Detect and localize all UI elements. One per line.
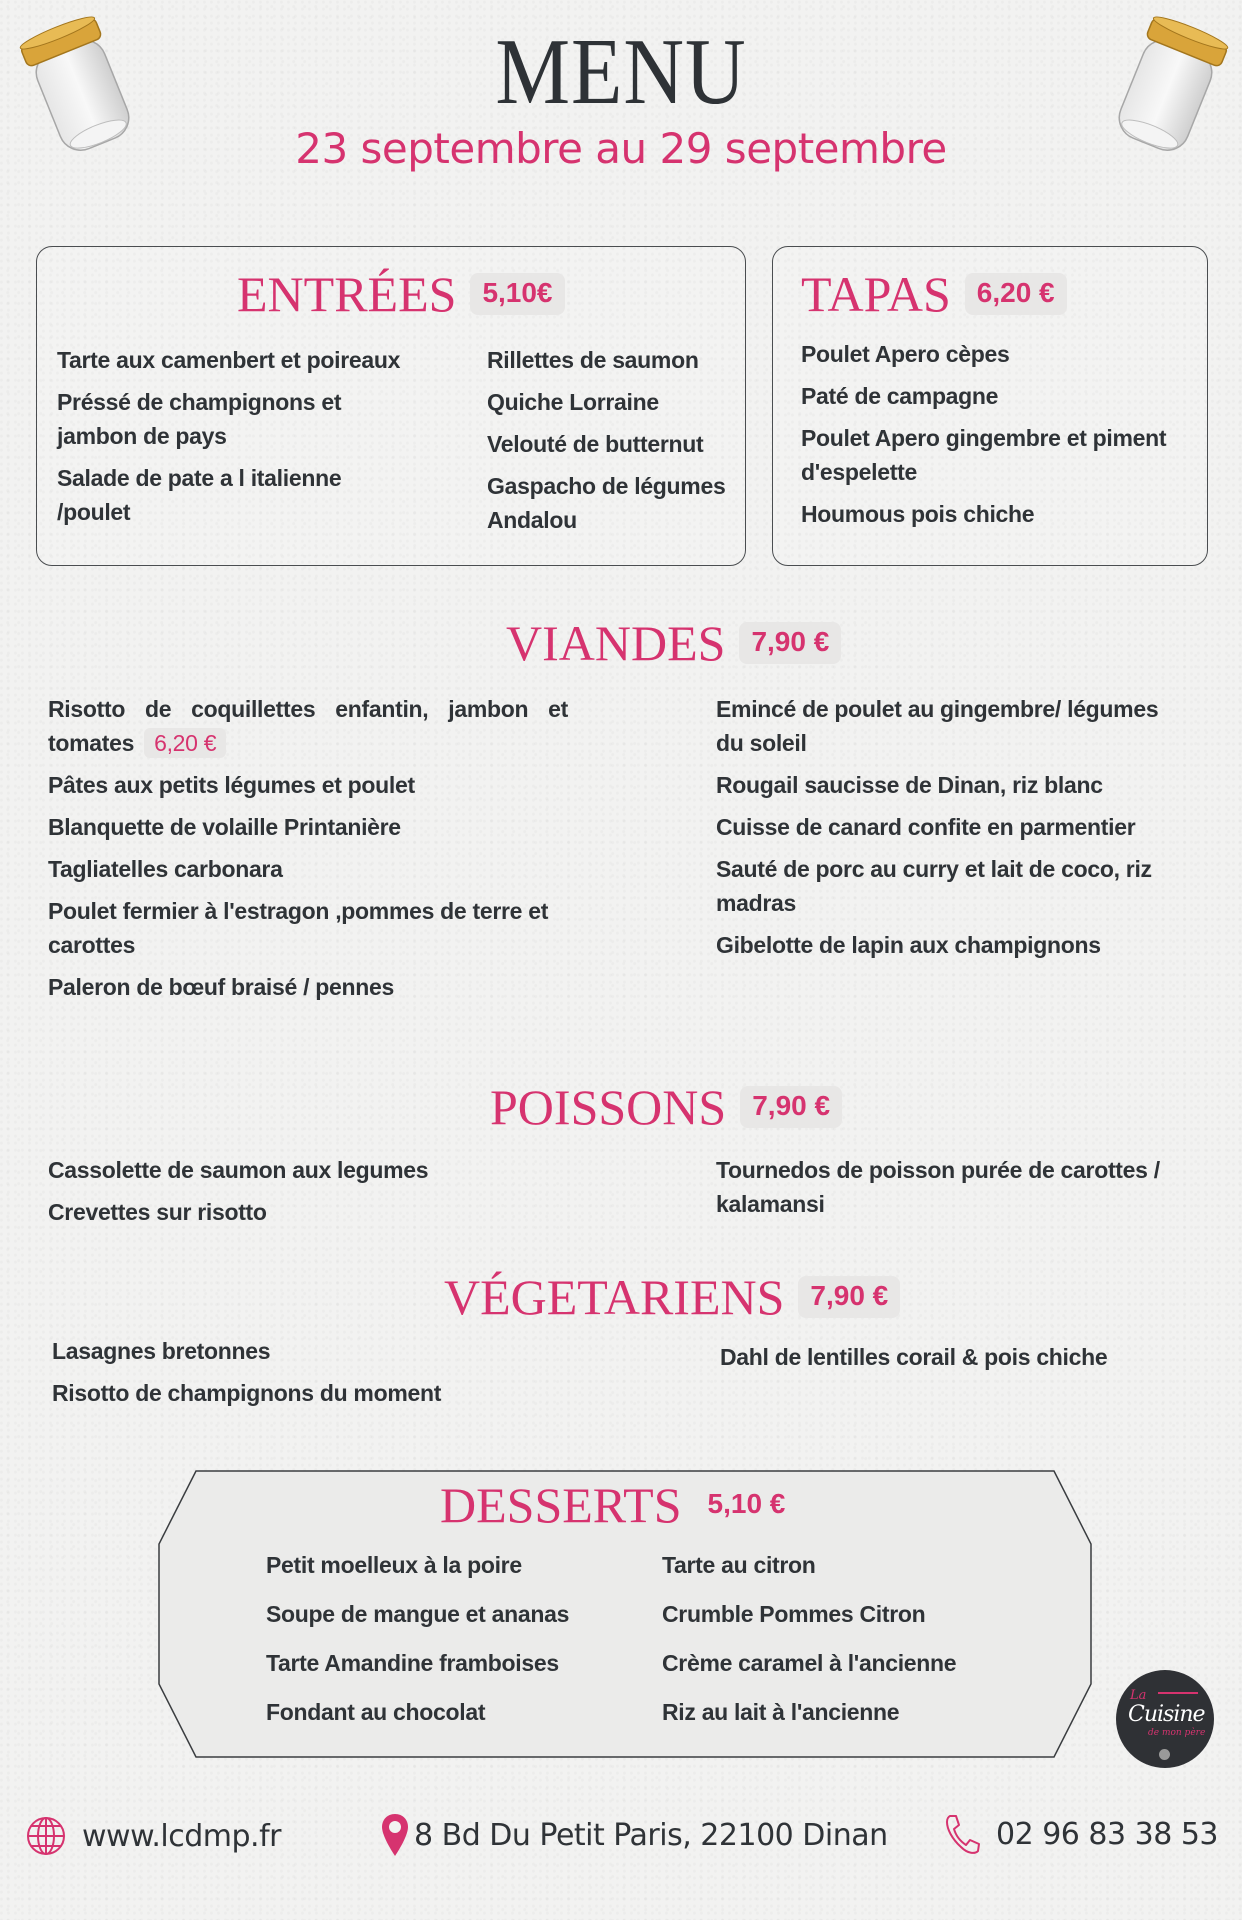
menu-item: Fondant au chocolat <box>266 1699 486 1725</box>
logo-text-subtitle: de mon père <box>1148 1728 1206 1738</box>
logo-text-cuisine: Cuisine <box>1128 1702 1205 1727</box>
globe-icon <box>26 1814 66 1858</box>
menu-item: Paté de campagne <box>801 383 999 409</box>
logo-badge-icon <box>1159 1749 1170 1760</box>
menu-item: Pâtes aux petits légumes et poulet <box>48 772 415 798</box>
menu-item: Rougail saucisse de Dinan, riz blanc <box>716 772 1103 798</box>
poissons-price-badge: 7,90 € <box>740 1086 842 1128</box>
desserts-title: DESSERTS <box>440 1477 682 1533</box>
tapas-price-badge: 6,20 € <box>965 273 1067 315</box>
menu-item: Petit moelleux à la poire <box>266 1552 522 1578</box>
menu-item: Poulet fermier à l'estragon ,pommes de terre et carottes <box>48 898 549 958</box>
vegetariens-heading <box>444 1269 900 1325</box>
menu-item: Rillettes de saumon <box>487 347 699 373</box>
tapas-items <box>801 337 1201 539</box>
menu-item: Tarte Amandine framboises <box>266 1650 559 1676</box>
menu-item <box>48 692 568 760</box>
vegetariens-price-badge: 7,90 € <box>798 1276 900 1318</box>
menu-item: Cuisse de canard confite en parmentier <box>716 814 1136 840</box>
menu-item: Préssé de champignons et jambon de pays <box>57 389 342 449</box>
vegetariens-left-column <box>52 1334 572 1418</box>
menu-item: Tarte au citron <box>662 1552 816 1578</box>
menu-item: Soupe de mangue et ananas <box>266 1601 570 1627</box>
menu-item: Quiche Lorraine <box>487 389 659 415</box>
menu-item: Velouté de butternut <box>487 431 704 457</box>
vegetariens-title: VÉGETARIENS <box>444 1269 785 1325</box>
menu-item: Salade de pate a l italienne /poulet <box>57 465 342 525</box>
phone-number[interactable]: 02 96 83 38 53 <box>996 1816 1219 1852</box>
footer-website[interactable] <box>26 1814 281 1858</box>
menu-item: Poulet Apero gingembre et piment d'espelette <box>801 425 1167 485</box>
menu-item: Crème caramel à l'ancienne <box>662 1650 957 1676</box>
desserts-price-badge: 5,10 € <box>707 1488 786 1520</box>
viandes-right-column <box>716 692 1186 970</box>
menu-item: Crevettes sur risotto <box>48 1199 267 1225</box>
logo-jar-lid <box>1158 1692 1198 1694</box>
vegetariens-right-column <box>720 1340 1190 1382</box>
viandes-title: VIANDES <box>506 615 726 671</box>
desserts-heading <box>440 1477 797 1533</box>
restaurant-logo <box>1116 1670 1214 1768</box>
menu-item: Poulet Apero cèpes <box>801 341 1010 367</box>
viandes-heading <box>506 615 841 671</box>
poissons-title: POISSONS <box>490 1079 727 1135</box>
entrees-section <box>36 246 746 566</box>
menu-item: Tarte aux camenbert et poireaux <box>57 347 401 373</box>
phone-icon <box>942 1812 982 1856</box>
poissons-right-column <box>716 1153 1186 1229</box>
menu-item: Blanquette de volaille Printanière <box>48 814 401 840</box>
date-range: 23 septembre au 29 septembre <box>295 124 947 173</box>
menu-item: Cassolette de saumon aux legumes <box>48 1157 429 1183</box>
logo-text-la: La <box>1130 1688 1147 1703</box>
menu-item: Sauté de porc au curry et lait de coco, riz madras <box>716 856 1152 916</box>
viandes-price-badge: 7,90 € <box>739 622 841 664</box>
menu-item: Paleron de bœuf braisé / pennes <box>48 974 394 1000</box>
footer-address <box>380 1812 888 1858</box>
footer-phone[interactable] <box>942 1812 1218 1856</box>
map-pin-icon <box>380 1812 410 1858</box>
menu-item: Dahl de lentilles corail & pois chiche <box>720 1344 1108 1370</box>
tapas-section <box>772 246 1208 566</box>
entrees-heading <box>237 266 565 322</box>
menu-item: Tagliatelles carbonara <box>48 856 283 882</box>
menu-item: Lasagnes bretonnes <box>52 1338 271 1364</box>
menu-item: Tournedos de poisson purée de carottes / kalamansi <box>716 1157 1160 1217</box>
entrees-title: ENTRÉES <box>237 266 457 322</box>
menu-item: Gaspacho de légumes Andalou <box>487 473 726 533</box>
menu-item: Gibelotte de lapin aux champignons <box>716 932 1101 958</box>
page-title: MENU <box>495 20 747 125</box>
tapas-heading <box>801 266 1067 322</box>
poissons-left-column <box>48 1153 568 1237</box>
entrees-price-badge: 5,10€ <box>470 273 564 315</box>
viandes-left-column <box>48 692 568 1012</box>
entrees-left-column <box>57 343 437 537</box>
poissons-heading <box>490 1079 842 1135</box>
tapas-title: TAPAS <box>801 266 951 322</box>
menu-item: Riz au lait à l'ancienne <box>662 1699 900 1725</box>
website-link[interactable]: www.lcdmp.fr <box>82 1818 281 1854</box>
menu-item: Houmous pois chiche <box>801 501 1035 527</box>
desserts-right-column <box>662 1548 1042 1744</box>
item-price-badge: 6,20 € <box>144 728 226 758</box>
desserts-left-column <box>266 1548 646 1744</box>
entrees-right-column <box>487 343 737 545</box>
menu-item-text: Risotto de coquillettes enfantin, jambon et tomates <box>48 696 568 756</box>
menu-item: Risotto de champignons du moment <box>52 1380 442 1406</box>
menu-item: Crumble Pommes Citron <box>662 1601 926 1627</box>
desserts-section <box>158 1470 1092 1758</box>
menu-item: Emincé de poulet au gingembre/ légumes du soleil <box>716 696 1159 756</box>
address-text: 8 Bd Du Petit Paris, 22100 Dinan <box>414 1817 888 1853</box>
